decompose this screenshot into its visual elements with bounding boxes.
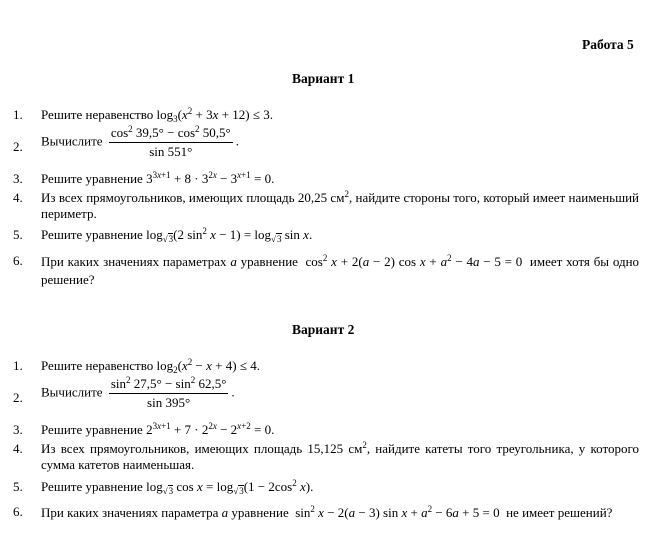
task-number: 1. (13, 107, 23, 122)
task-text: Решите неравенство (41, 107, 154, 122)
variant-1-title: Вариант 1 (292, 71, 355, 86)
task-punct: . (256, 358, 260, 373)
task-number: 2. (13, 390, 23, 405)
work-title: Работа 5 (582, 37, 634, 52)
math-fraction: $\frac{\cos^2 39,5^\circ - \cos^2 50,5^\circ}{\sin 551^\circ}$ (110, 124, 231, 159)
task-text: При каких значениях параметра (41, 505, 219, 520)
task-text-mid: уравнение (231, 505, 289, 520)
task-text: Решите уравнение (41, 171, 143, 186)
task-number: 6. (13, 253, 23, 268)
task-text-mid: уравнение (240, 254, 298, 269)
math-equation: $2^{3x+1} + 7 \cdot 2^{2x} - 2^{x+2} = 0$ (146, 421, 272, 437)
task-text: Вычислите (41, 384, 103, 400)
task-number: 1. (13, 358, 23, 373)
task-number: 4. (13, 190, 23, 205)
task-punct: . (235, 133, 239, 149)
task-text: Решите неравенство (41, 358, 154, 373)
math-equation: $3^{3x+1} + 8 \cdot 3^{2x} - 3^{x+1} = 0$ (146, 170, 272, 186)
task-punct: . (231, 384, 235, 400)
task-text: Вычислите (41, 133, 103, 149)
task-number: 6. (13, 504, 23, 519)
param-symbol: a (230, 254, 237, 269)
task-text: Решите уравнение (41, 227, 143, 242)
math-inequality: $\log_2(x^2 - x + 4) \le 4$ (156, 357, 257, 375)
task-punct: . (308, 227, 313, 242)
task-number: 3. (13, 422, 23, 437)
task-punct: . (271, 422, 275, 437)
task-number: 5. (13, 479, 23, 494)
math-equation: $\sin^2 x - 2(a - 3)$ $\sin x + a^2 - 6a + 5 = 0$ (295, 504, 500, 520)
math-fraction: $\frac{\sin^2 27,5^\circ - \sin^2 62,5^\circ}{\sin 395^\circ}$ (110, 375, 227, 410)
task-number: 5. (13, 227, 23, 242)
task-punct: . (271, 171, 275, 186)
math-equation: $\log_{√3}(2$ $\sin^2 x - 1) = \log_{√3} \sin x$ (146, 226, 309, 244)
task-text: При каких значениях параметрах (41, 254, 227, 269)
task-number: 2. (13, 139, 23, 154)
task-text-cont: , найдите катеты того треугольника, у которого сумма катетов наименьшая. (41, 441, 639, 472)
task-number: 3. (13, 171, 23, 186)
param-symbol: a (221, 505, 229, 520)
task-text-tail: не имеет решений? (506, 505, 613, 520)
variant-2-title: Вариант 2 (292, 322, 355, 337)
math-equation: $\log_{√3} \cos x = \log_{√3}(1 - 2\cos^2$ x) (146, 478, 311, 496)
task-punct: . (269, 107, 273, 122)
task-text: Решите уравнение (41, 479, 143, 494)
task-text: Из всех прямоугольников, имеющих площадь 20,25 см (41, 190, 345, 205)
task-number: 4. (13, 441, 23, 456)
task-text: Из всех прямоугольников, имеющих площадь 15,125 см (41, 441, 363, 456)
math-inequality: $\log_3(x^2 + 3x + 12) \le 3$ (156, 106, 270, 124)
math-equation: $\cos^2 x + 2(a - 2)$ $\cos x + a^2 - 4a - 5 = 0$ (305, 253, 523, 269)
task-punct: . (310, 479, 314, 494)
task-text-tail: имеет хотя бы одно решение? (41, 254, 640, 287)
task-text-cont: , найдите стороны того, который имеет наименьший периметр. (41, 190, 640, 221)
task-text: Решите уравнение (41, 422, 143, 437)
